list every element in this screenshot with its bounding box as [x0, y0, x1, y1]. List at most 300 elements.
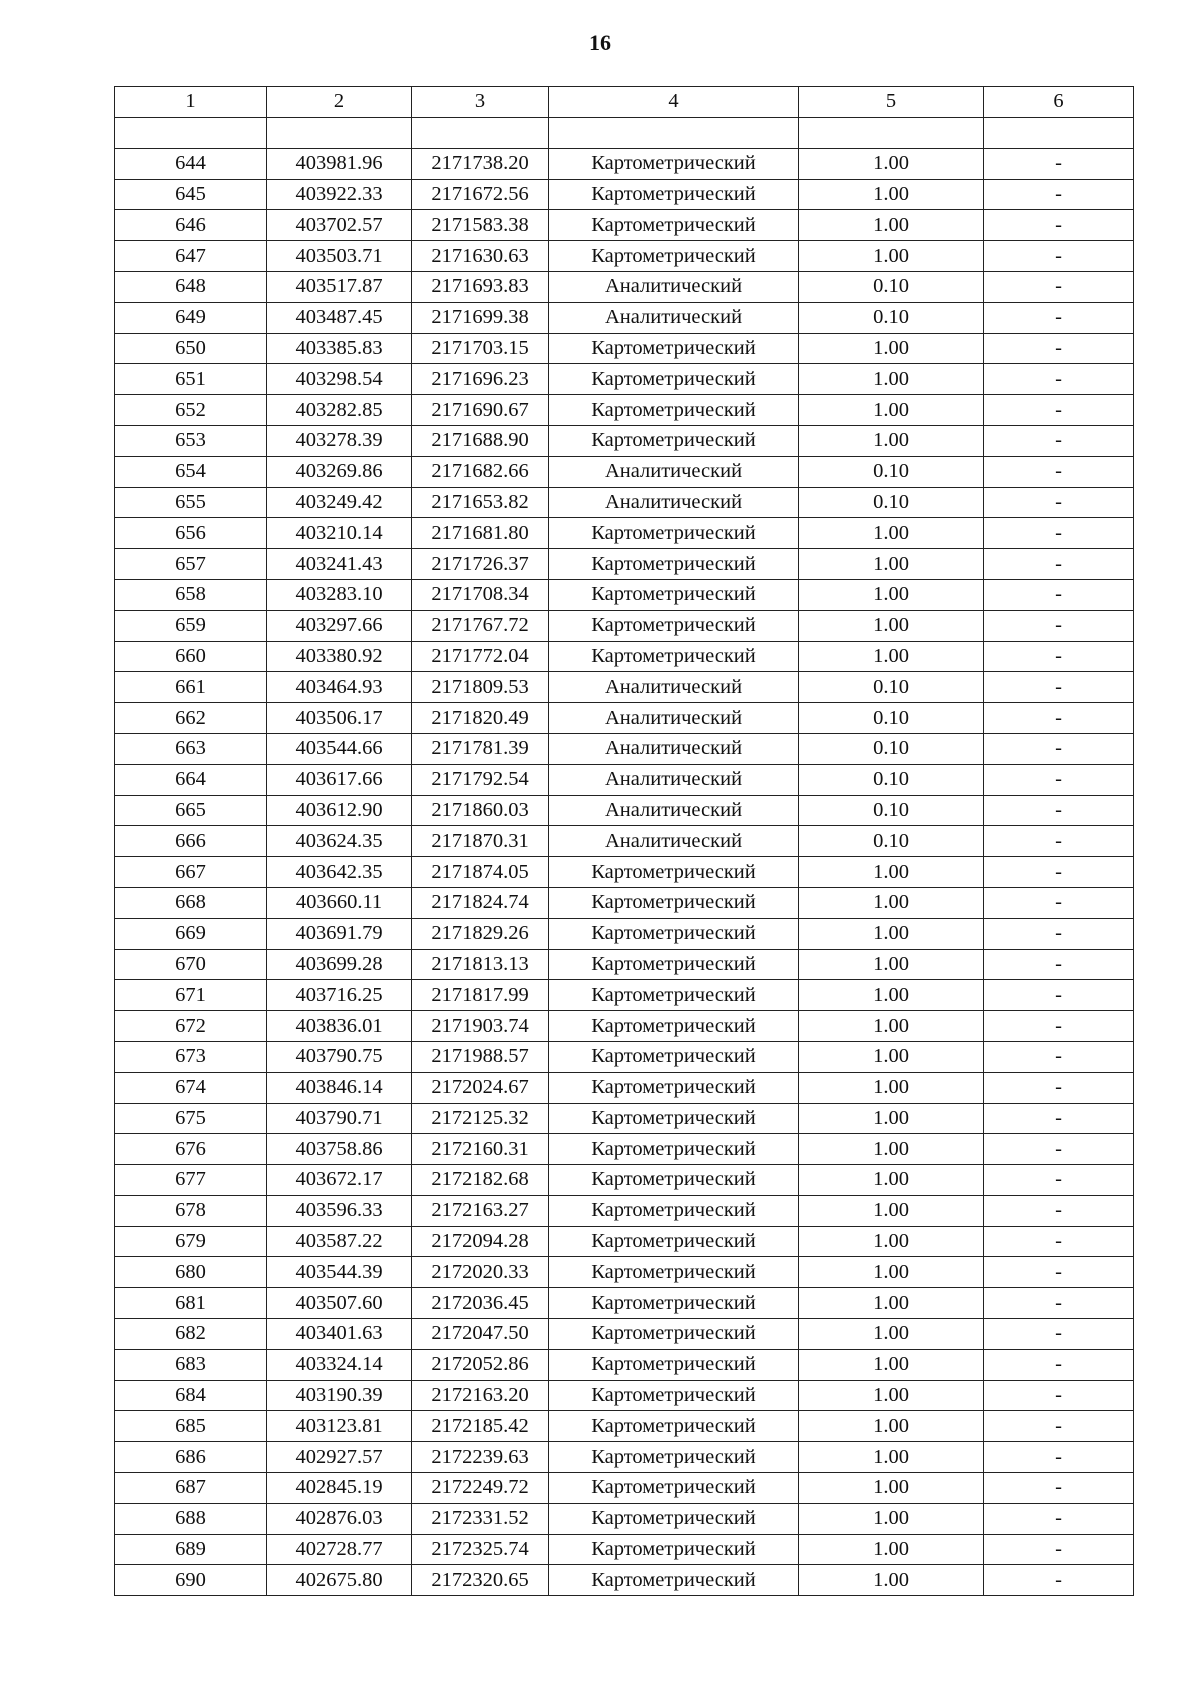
table-row: [115, 549, 1134, 580]
table-cell: -: [984, 1072, 1134, 1103]
table-cell: 402728.77: [267, 1534, 412, 1565]
table-cell: 403503.71: [267, 241, 412, 272]
table-row: [115, 1134, 1134, 1165]
table-cell: Картометрический: [549, 1165, 799, 1196]
table-cell: 679: [115, 1226, 267, 1257]
table-cell: Картометрический: [549, 1319, 799, 1350]
table-cell: -: [984, 918, 1134, 949]
table-row: [115, 1257, 1134, 1288]
table-cell: -: [984, 1319, 1134, 1350]
table-cell: Аналитический: [549, 672, 799, 703]
table-cell: 2171696.23: [412, 364, 549, 395]
table-cell: Картометрический: [549, 518, 799, 549]
table-cell: -: [984, 1349, 1134, 1380]
table-cell: 683: [115, 1349, 267, 1380]
blank-cell: [549, 117, 799, 148]
table-cell: Картометрический: [549, 1380, 799, 1411]
table-cell: 403283.10: [267, 579, 412, 610]
table-cell: 2171781.39: [412, 733, 549, 764]
table-cell: Картометрический: [549, 1411, 799, 1442]
table-cell: Аналитический: [549, 733, 799, 764]
table-cell: 678: [115, 1195, 267, 1226]
table-row: [115, 1103, 1134, 1134]
table-cell: Картометрический: [549, 549, 799, 580]
table-cell: 402845.19: [267, 1473, 412, 1504]
table-row: [115, 456, 1134, 487]
table-cell: 648: [115, 271, 267, 302]
table-cell: Картометрический: [549, 425, 799, 456]
table-cell: 402927.57: [267, 1442, 412, 1473]
table-cell: 665: [115, 795, 267, 826]
table-header: [115, 87, 1134, 149]
table-cell: 0.10: [799, 271, 984, 302]
table-cell: 2171726.37: [412, 549, 549, 580]
table-cell: 1.00: [799, 1503, 984, 1534]
table-cell: 403836.01: [267, 1011, 412, 1042]
table-cell: 657: [115, 549, 267, 580]
table-cell: -: [984, 1288, 1134, 1319]
table-row: [115, 1288, 1134, 1319]
table-cell: -: [984, 518, 1134, 549]
table-row: [115, 1319, 1134, 1350]
table-row: [115, 1165, 1134, 1196]
table-row: [115, 641, 1134, 672]
table-cell: 403691.79: [267, 918, 412, 949]
table-row: [115, 980, 1134, 1011]
table-cell: 1.00: [799, 210, 984, 241]
table-row: [115, 949, 1134, 980]
table-cell: 2171672.56: [412, 179, 549, 210]
table-cell: Картометрический: [549, 1473, 799, 1504]
table-cell: 647: [115, 241, 267, 272]
table-cell: 0.10: [799, 826, 984, 857]
table-cell: 2171688.90: [412, 425, 549, 456]
table-cell: -: [984, 949, 1134, 980]
table-cell: 0.10: [799, 764, 984, 795]
table-cell: 2172036.45: [412, 1288, 549, 1319]
table-cell: 660: [115, 641, 267, 672]
table-cell: 2171583.38: [412, 210, 549, 241]
table-cell: 403699.28: [267, 949, 412, 980]
table-row: [115, 1226, 1134, 1257]
blank-cell: [984, 117, 1134, 148]
table-cell: 403660.11: [267, 887, 412, 918]
table-cell: 2172125.32: [412, 1103, 549, 1134]
column-header: 5: [799, 87, 984, 118]
table-cell: 645: [115, 179, 267, 210]
column-header: 4: [549, 87, 799, 118]
table-cell: 0.10: [799, 672, 984, 703]
table-cell: -: [984, 364, 1134, 395]
table-cell: -: [984, 456, 1134, 487]
table-cell: Аналитический: [549, 456, 799, 487]
table-cell: -: [984, 148, 1134, 179]
table-cell: Картометрический: [549, 579, 799, 610]
table-cell: -: [984, 1565, 1134, 1596]
table-cell: Картометрический: [549, 980, 799, 1011]
table-cell: -: [984, 1195, 1134, 1226]
table-row: [115, 672, 1134, 703]
table-cell: 0.10: [799, 795, 984, 826]
table-cell: 682: [115, 1319, 267, 1350]
table-cell: -: [984, 210, 1134, 241]
table-row: [115, 1411, 1134, 1442]
table-cell: 403298.54: [267, 364, 412, 395]
table-cell: -: [984, 1380, 1134, 1411]
table-cell: 1.00: [799, 241, 984, 272]
table-cell: 2172047.50: [412, 1319, 549, 1350]
table-cell: Картометрический: [549, 857, 799, 888]
table-row: [115, 425, 1134, 456]
table-cell: 1.00: [799, 395, 984, 426]
table-cell: 403922.33: [267, 179, 412, 210]
table-row: [115, 826, 1134, 857]
table-cell: 681: [115, 1288, 267, 1319]
table-cell: 1.00: [799, 887, 984, 918]
table-cell: 1.00: [799, 1319, 984, 1350]
table-cell: 403981.96: [267, 148, 412, 179]
table-cell: -: [984, 1534, 1134, 1565]
table-cell: 0.10: [799, 733, 984, 764]
table-cell: 1.00: [799, 641, 984, 672]
table-cell: 1.00: [799, 549, 984, 580]
table-cell: -: [984, 764, 1134, 795]
header-row: [115, 87, 1134, 118]
table-cell: 658: [115, 579, 267, 610]
table-cell: 2172163.27: [412, 1195, 549, 1226]
table-cell: 1.00: [799, 425, 984, 456]
table-cell: -: [984, 795, 1134, 826]
table-cell: -: [984, 271, 1134, 302]
table-row: [115, 764, 1134, 795]
table-cell: 1.00: [799, 918, 984, 949]
table-cell: Картометрический: [549, 949, 799, 980]
table-cell: -: [984, 641, 1134, 672]
table-cell: Картометрический: [549, 1134, 799, 1165]
table-cell: -: [984, 1103, 1134, 1134]
table-cell: -: [984, 672, 1134, 703]
table-cell: 1.00: [799, 857, 984, 888]
table-cell: 1.00: [799, 1288, 984, 1319]
table-cell: -: [984, 1011, 1134, 1042]
table-cell: 688: [115, 1503, 267, 1534]
table-row: [115, 1473, 1134, 1504]
table-cell: Аналитический: [549, 826, 799, 857]
table-cell: 1.00: [799, 1226, 984, 1257]
table-cell: 1.00: [799, 949, 984, 980]
table-cell: -: [984, 1411, 1134, 1442]
table-cell: 664: [115, 764, 267, 795]
table-cell: 2172239.63: [412, 1442, 549, 1473]
table-cell: 2171653.82: [412, 487, 549, 518]
table-cell: 2171682.66: [412, 456, 549, 487]
table-cell: 689: [115, 1534, 267, 1565]
table-cell: Аналитический: [549, 487, 799, 518]
table-cell: 1.00: [799, 1103, 984, 1134]
table-cell: 403790.75: [267, 1041, 412, 1072]
coordinates-table: [114, 86, 1134, 1596]
table-cell: 1.00: [799, 1349, 984, 1380]
table-cell: 403506.17: [267, 703, 412, 734]
table-cell: 402876.03: [267, 1503, 412, 1534]
table-cell: -: [984, 610, 1134, 641]
table-cell: 685: [115, 1411, 267, 1442]
table-cell: 2171772.04: [412, 641, 549, 672]
blank-row: [115, 117, 1134, 148]
table-cell: 0.10: [799, 456, 984, 487]
table-cell: 2171767.72: [412, 610, 549, 641]
table-cell: 656: [115, 518, 267, 549]
table-cell: 403249.42: [267, 487, 412, 518]
table-cell: 403401.63: [267, 1319, 412, 1350]
table-cell: 2171681.80: [412, 518, 549, 549]
table-cell: 663: [115, 733, 267, 764]
table-cell: 2172052.86: [412, 1349, 549, 1380]
table-cell: 1.00: [799, 518, 984, 549]
table-cell: 2172094.28: [412, 1226, 549, 1257]
blank-cell: [267, 117, 412, 148]
table-cell: Картометрический: [549, 1226, 799, 1257]
column-header: 3: [412, 87, 549, 118]
table-cell: 687: [115, 1473, 267, 1504]
table-cell: 1.00: [799, 1165, 984, 1196]
table-cell: 2172249.72: [412, 1473, 549, 1504]
table-cell: 2171820.49: [412, 703, 549, 734]
table-cell: 646: [115, 210, 267, 241]
table-cell: 0.10: [799, 703, 984, 734]
blank-cell: [412, 117, 549, 148]
table-cell: 2172163.20: [412, 1380, 549, 1411]
table-cell: 2171813.13: [412, 949, 549, 980]
table-cell: 2171874.05: [412, 857, 549, 888]
table-cell: 403380.92: [267, 641, 412, 672]
table-cell: 2171988.57: [412, 1041, 549, 1072]
table-cell: 2171738.20: [412, 148, 549, 179]
table-cell: Картометрический: [549, 179, 799, 210]
table-cell: Картометрический: [549, 918, 799, 949]
table-cell: 2172320.65: [412, 1565, 549, 1596]
table-cell: 1.00: [799, 1534, 984, 1565]
table-cell: -: [984, 887, 1134, 918]
table-row: [115, 1072, 1134, 1103]
blank-cell: [115, 117, 267, 148]
table-cell: -: [984, 302, 1134, 333]
table-cell: -: [984, 487, 1134, 518]
table-cell: 2172331.52: [412, 1503, 549, 1534]
table-cell: 403324.14: [267, 1349, 412, 1380]
table-row: [115, 857, 1134, 888]
table-cell: 677: [115, 1165, 267, 1196]
table-cell: 673: [115, 1041, 267, 1072]
blank-cell: [799, 117, 984, 148]
table-row: [115, 395, 1134, 426]
table-row: [115, 733, 1134, 764]
table-row: [115, 271, 1134, 302]
page-number: 16: [589, 30, 611, 55]
table-row: [115, 1380, 1134, 1411]
table-cell: 674: [115, 1072, 267, 1103]
table-cell: Аналитический: [549, 795, 799, 826]
table-cell: Картометрический: [549, 364, 799, 395]
table-cell: 403758.86: [267, 1134, 412, 1165]
table-cell: 403297.66: [267, 610, 412, 641]
table-cell: Картометрический: [549, 1011, 799, 1042]
table-cell: 0.10: [799, 302, 984, 333]
table-cell: -: [984, 1165, 1134, 1196]
table-cell: -: [984, 703, 1134, 734]
table-cell: -: [984, 857, 1134, 888]
table-row: [115, 1349, 1134, 1380]
table-cell: 2171792.54: [412, 764, 549, 795]
table-cell: -: [984, 179, 1134, 210]
table-row: [115, 148, 1134, 179]
table-body: [115, 148, 1134, 1595]
table-cell: Картометрический: [549, 395, 799, 426]
table-cell: 1.00: [799, 1411, 984, 1442]
table-cell: 676: [115, 1134, 267, 1165]
table-cell: 1.00: [799, 333, 984, 364]
table-cell: 403702.57: [267, 210, 412, 241]
table-cell: Картометрический: [549, 887, 799, 918]
table-row: [115, 1011, 1134, 1042]
table-row: [115, 487, 1134, 518]
column-header: 1: [115, 87, 267, 118]
table-cell: 668: [115, 887, 267, 918]
table-cell: Картометрический: [549, 610, 799, 641]
table-cell: 403269.86: [267, 456, 412, 487]
table-row: [115, 1442, 1134, 1473]
table-cell: 1.00: [799, 1442, 984, 1473]
table-cell: 1.00: [799, 1380, 984, 1411]
table-cell: 2171693.83: [412, 271, 549, 302]
table-cell: Картометрический: [549, 1349, 799, 1380]
table-row: [115, 1534, 1134, 1565]
table-cell: 649: [115, 302, 267, 333]
table-cell: 2171699.38: [412, 302, 549, 333]
table-row: [115, 610, 1134, 641]
table-cell: 1.00: [799, 364, 984, 395]
table-cell: 680: [115, 1257, 267, 1288]
table-row: [115, 1565, 1134, 1596]
table-cell: -: [984, 549, 1134, 580]
table-cell: 1.00: [799, 610, 984, 641]
table-cell: 655: [115, 487, 267, 518]
table-cell: 1.00: [799, 148, 984, 179]
table-cell: Картометрический: [549, 210, 799, 241]
table-cell: 403716.25: [267, 980, 412, 1011]
table-cell: 403241.43: [267, 549, 412, 580]
table-cell: 403507.60: [267, 1288, 412, 1319]
table-cell: Картометрический: [549, 241, 799, 272]
table-cell: 403464.93: [267, 672, 412, 703]
table-cell: 654: [115, 456, 267, 487]
table-row: [115, 795, 1134, 826]
table-row: [115, 1503, 1134, 1534]
table-cell: 1.00: [799, 1473, 984, 1504]
table-cell: -: [984, 1257, 1134, 1288]
table-cell: 403210.14: [267, 518, 412, 549]
table-cell: 403282.85: [267, 395, 412, 426]
table-cell: 403790.71: [267, 1103, 412, 1134]
table-cell: -: [984, 333, 1134, 364]
table-cell: 2171903.74: [412, 1011, 549, 1042]
table-cell: Аналитический: [549, 302, 799, 333]
table-cell: 403123.81: [267, 1411, 412, 1442]
table-cell: 2171817.99: [412, 980, 549, 1011]
table-row: [115, 579, 1134, 610]
table-cell: 651: [115, 364, 267, 395]
table-cell: 403517.87: [267, 271, 412, 302]
table-cell: -: [984, 1041, 1134, 1072]
table-row: [115, 302, 1134, 333]
table-cell: Аналитический: [549, 703, 799, 734]
table-cell: -: [984, 1503, 1134, 1534]
table-cell: 403672.17: [267, 1165, 412, 1196]
table-cell: 403544.66: [267, 733, 412, 764]
table-cell: 2172325.74: [412, 1534, 549, 1565]
table-cell: 403624.35: [267, 826, 412, 857]
table-row: [115, 918, 1134, 949]
table-cell: Картометрический: [549, 1503, 799, 1534]
table-cell: -: [984, 1226, 1134, 1257]
table-row: [115, 364, 1134, 395]
table-cell: Картометрический: [549, 1442, 799, 1473]
table-cell: 1.00: [799, 1072, 984, 1103]
table-cell: 403617.66: [267, 764, 412, 795]
table-cell: 403612.90: [267, 795, 412, 826]
table-cell: 2171703.15: [412, 333, 549, 364]
table-cell: 686: [115, 1442, 267, 1473]
table-cell: -: [984, 1473, 1134, 1504]
table-cell: 1.00: [799, 179, 984, 210]
table-cell: 1.00: [799, 1041, 984, 1072]
table-cell: 2172024.67: [412, 1072, 549, 1103]
table-row: [115, 518, 1134, 549]
table-cell: 666: [115, 826, 267, 857]
table-cell: 403846.14: [267, 1072, 412, 1103]
column-header: 6: [984, 87, 1134, 118]
table-cell: Картометрический: [549, 1534, 799, 1565]
table-cell: -: [984, 579, 1134, 610]
table-cell: 2171870.31: [412, 826, 549, 857]
table-row: [115, 887, 1134, 918]
table-row: [115, 1195, 1134, 1226]
table-cell: 0.10: [799, 487, 984, 518]
table-cell: 402675.80: [267, 1565, 412, 1596]
table-cell: 659: [115, 610, 267, 641]
table-cell: Аналитический: [549, 271, 799, 302]
table-cell: 2171809.53: [412, 672, 549, 703]
table-cell: 669: [115, 918, 267, 949]
table-cell: Картометрический: [549, 333, 799, 364]
table-cell: 644: [115, 148, 267, 179]
table-cell: 670: [115, 949, 267, 980]
table-cell: 662: [115, 703, 267, 734]
table-cell: 2172020.33: [412, 1257, 549, 1288]
table-cell: -: [984, 425, 1134, 456]
table-cell: 1.00: [799, 1011, 984, 1042]
table-cell: -: [984, 395, 1134, 426]
table-cell: 1.00: [799, 1257, 984, 1288]
table-cell: Картометрический: [549, 1288, 799, 1319]
table-cell: 690: [115, 1565, 267, 1596]
table-cell: Картометрический: [549, 1195, 799, 1226]
table-cell: 1.00: [799, 1195, 984, 1226]
table-row: [115, 179, 1134, 210]
table-cell: -: [984, 980, 1134, 1011]
table-cell: Картометрический: [549, 641, 799, 672]
table-cell: 1.00: [799, 980, 984, 1011]
